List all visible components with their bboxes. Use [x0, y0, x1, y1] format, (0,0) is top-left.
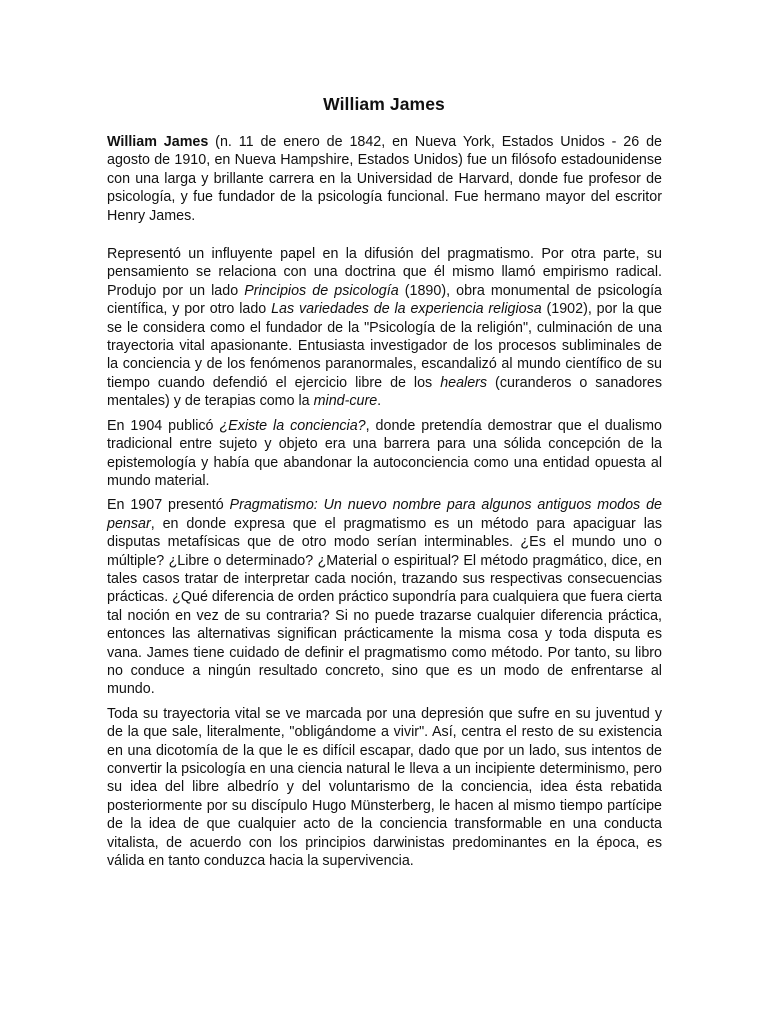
- book-title-existe: ¿Existe la conciencia?: [219, 417, 366, 434]
- paragraph-text: , en donde expresa que el pragmatismo es un método para apaciguar las disputas metafísicas que de otro modo serían interminables. ¿Es el mundo uno o múltiple? ¿Libre o determinado? ¿Material o espiritual? El método pragmático, dice, en tales casos tratar de interpretar cada noción, trazando sus respectivas consecuencias prácticas. ¿Qué diferencia de orden práctico supondría para cualquiera que fuera cierta tal noción en vez de su contraria? Si no puede trazarse cualquier diferencia práctica, entonces las alternativas significan prácticamente la misma cosa y toda disputa es vana. James tiene cuidado de definir el pragmatismo como método. Por tanto, su libro no conduce a ningún resultado concreto, sino que es un modo de enfrentarse al mundo.: [107, 515, 662, 698]
- paragraph-text: (curanderos o sanadores mentales) y de terapias como la: [107, 374, 663, 410]
- paragraph-1904: [107, 417, 662, 491]
- term-healers: healers: [440, 374, 488, 391]
- paragraph-text: (1902), por la que se le considera como el fundador de la "Psicología de la religión", culminación de una trayectoria vital apasionante. Entusiasta investigador de los procesos subliminales de la conciencia y de los fenómenos paranormales, escandalizó al mundo científico de su tiempo cuando defendió el ejercicio libre de los: [107, 301, 662, 391]
- paragraph-pragmatism: [107, 245, 662, 411]
- book-title-principios: Principios de psicología: [244, 282, 399, 299]
- paragraph-intro: [107, 133, 662, 225]
- book-title-variedades: Las variedades de la experiencia religiosa: [271, 301, 542, 318]
- subject-name: William James: [107, 134, 209, 150]
- document-body: [107, 133, 662, 881]
- paragraph-text: (1890), obra monumental de psicología científica, y por otro lado: [107, 282, 662, 318]
- paragraph-text: En 1907 presentó: [107, 497, 230, 514]
- paragraph-1907: [107, 496, 662, 698]
- intro-text: (n. 11 de enero de 1842, en Nueva York, Estados Unidos - 26 de agosto de 1910, en Nueva Hampshire, Estados Unidos) fue un filósofo estadounidense con una larga y brillante carrera en la Universidad de Harvard, donde fue profesor de psicología, y fue fundador de la psicología funcional. Fue hermano mayor del escritor Henry James.: [107, 134, 662, 224]
- paragraph-text: En 1904 publicó: [107, 417, 220, 434]
- paragraph-trajectory: [107, 705, 662, 871]
- paragraph-text: Representó un influyente papel en la difusión del pragmatismo. Por otra parte, su pensamiento se relaciona con una doctrina que él mismo llamó empirismo radical. Produjo por un lado: [107, 246, 662, 299]
- document-title: William James: [323, 94, 445, 114]
- book-title-pragmatismo: Pragmatismo: Un nuevo nombre para algunos antiguos modos de pensar: [107, 497, 662, 532]
- paragraph-text: .: [377, 393, 382, 410]
- term-mind-cure: mind-cure: [313, 393, 378, 410]
- paragraph-text: , donde pretendía demostrar que el dualismo tradicional entre sujeto y objeto era una barrera para una sólida concepción de la epistemología y había que abandonar la autoconciencia como una entidad opuesta al mundo material.: [107, 417, 663, 489]
- paragraph-text: Toda su trayectoria vital se ve marcada por una depresión que sufre en su juventud y de la que sale, literalmente, "obligándome a vivir". Así, centra el resto de su existencia en una dicotomía de la que le es difícil escapar, dado que por un lado, sus intentos de convertir la psicología en una ciencia natural le lleva a un incipiente determinismo, pero su idea del libre albedrío y del voluntarismo de la conciencia, idea ésta rebatida posteriormente por su discípulo Hugo Münsterberg, le hacen al mismo tiempo partícipe de la idea de que cualquier acto de la conciencia transformable en una conducta vitalista, de acuerdo con los principios darwinistas predominantes en la época, es válida en tanto conduzca hacia la supervivencia.: [107, 705, 662, 870]
